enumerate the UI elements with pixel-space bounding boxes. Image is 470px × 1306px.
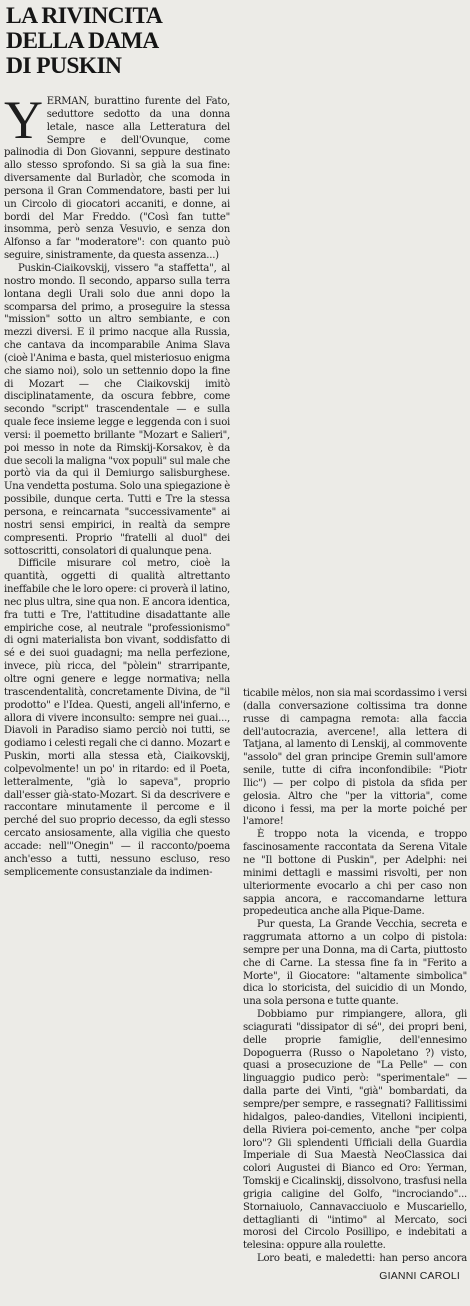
author-byline: GIANNI CAROLI [379,1270,460,1282]
paragraph: Difficile misurare col metro, cioè la quantità, oggetti di qualità altrettanto ineffabile che le loro opere: ci proverà il latino, nec plus ultra, sine qua non. E ancora identica, fra tutti e Tre, l'attitudine disadattante alle empiriche cose, al neutrale "professionismo" di ogni materialista bon vivant, soddisfatto di sé e dei suoi guadagni; ma nella perfezione, invece, più ricca, del "pòlein" strarripante, oltre ogni genere e legge normativa; nella trascendentalità, concretamente Divina, de "il prodotto" e l'Idea. Questi, angeli all'inferno, e allora di vivere inconsulto: sempre nei guai..., Diavoli in Paradiso siamo perciò noi tutti, se godiamo i celesti regali che ci danno. Mozart e Puskin, morti alla stessa età, Ciaikovskij, colpevolmente! un po' in ritardo: ed il Poeta, letteralmente, "già lo sapeva", proprio dall'esser già-stato-Mozart. Si da descrivere e raccontare minutamente il percome e il perché del suo proprio decesso, da egli stesso cercato ansiosamente, alla vigilia che questo accade: nell'"Onegin" — il racconto/poema anch'esso a tutti, nessuno escluso, reso semplicemente consustanziale da indimen- [4,558,230,878]
article-title [6,4,226,79]
article-column-right [243,688,467,1266]
paragraph: ticabile mèlos, non sia mai scordassimo i versi (dalla conversazione coltissima tra donne russe di campagna remota: alla faccia dell'autocrazia, avercene!, alla lettera di Tatjana, al lamento di Lenskij, al commovente "assolo" del gran principe Gremin sull'amore senile, tutte di cifra inconfondibile: "Piotr Ilic") — per colpo di pistola da sfida per gelosia. Altro che "per la vittoria", come dicono i fessi, ma per la morte poiché per l'amore! [243,688,467,828]
drop-cap: Y [4,96,43,150]
article-column-left [4,96,230,1296]
paragraph: Puskin-Ciaikovskij, vissero "a staffetta", al nostro mondo. Il secondo, apparso sulla terra lontana degli Urali solo due anni dopo la scomparsa del primo, a proseguire la stessa "mission" sotto un altro sembiante, e con mezzi diversi. E il primo nacque alla Russia, che cantava da incomparabile Anima Slava (cioè l'Anima e basta, quel misteriosuo enigma che siamo noi), solo un settennio dopo la fine di Mozart — che Ciaikovskij imitò disciplinatamente, da oscura febbre, come secondo "script" trascendentale — e sulla quale fece insieme legge e leggenda con i suoi versi: il poemetto brillante "Mozart e Salieri", poi messo in note da Rimskij-Korsakov, è da due secoli la maligna "vox populi" sul male che portò via da qui il Demiurgo salisburghese. Una vendetta postuma. Solo una spiegazione è possibile, dunque certa. Tutti e Tre la stessa persona, e reincarnata "successivamente" ai nostri sensi empirici, in realtà da sempre compresenti. Proprio "fratelli al duol" dei sottoscritti, consolatori di qualunque pena. [4,262,230,557]
paragraph: È troppo nota la vicenda, e troppo fascinosamente raccontata da Serena Vitale ne "Il bottone di Puskin", per Adelphi: nei minimi dettagli e massimi risvolti, per non ulteriormente evocarlo a chi per caso non sappia ancora, e raccomandarne lettura propedeutica anche alla Pique-Dame. [243,829,467,918]
paragraph: Loro beati, e maledetti: han perso ancora [257,1253,467,1265]
paragraph: Dobbiamo pur rimpiangere, allora, gli sciagurati "dissipator di sé", dei propri beni, delle proprie famiglie, dell'ennesimo Dopoguerra (Russo o Napoletano ?) visto, quasi a prosecuzione de "La Pelle" — con linguaggio pudico però: "sperimentale" — dalla parte dei Vinti, "già" bombardati, da sempre/per sempre, e rassegnati? Fallitissimi hidalgos, paleo-dandies, Vitelloni incipienti, della Riviera poi-cemento, anche "per colpa loro"? Gli splendenti Ufficiali della Guardia Imperiale di Sua Maestà NeoClassica dai colori Augustei di Bianco ed Oro: Yerman, Tomskij e Cicalinskij, dissolvono, trasfusi nella grigia caligine del Golfo, "incrociando"... Stornaiuolo, Cannavacciuolo e Muscariello, dettaglianti di "intimo" al Mercato, soci morosi del Circolo Posillipo, e indebitati a telesina: oppure alla roulette. [243,1009,467,1252]
paragraph-text: ERMAN, burattino furente del Fato, seduttore sedotto da una donna letale, nasce alla Letteratura del Sempre e dell'Ovunque, come palinodia di Don Giovanni, seppure destinato allo stesso sprofondo. Si sa già la sua fine: diversamente dal Burladòr, che scomoda in persona il Gran Commendatore, basti per lui un Circolo di giocatori accaniti, e donne, ai bordi del Mar Freddo. ("Così fan tutte" insomma, però senza Vesuvio, e senza don Alfonso a far "moderatore": con quanto può seguire, sinistramente, da questa assenza...) [4,96,230,262]
title-line-2: DELLA DAMA [6,28,159,54]
title-line-1: LA RIVINCITA [6,3,163,29]
paragraph: Pur questa, La Grande Vecchia, secreta e raggrumata attorno a un colpo di pistola: sempre per una Donna, ma di Carta, piuttosto che di Carne. La stessa fine fa in "Ferito a Morte", il Giocatore: "altamente simbolica" dica lo storicista, del suicidio di un Mondo, una sola persona e tutte quante. [243,919,467,1008]
title-line-3: DI PUSKIN [6,53,122,79]
paragraph [4,96,230,263]
